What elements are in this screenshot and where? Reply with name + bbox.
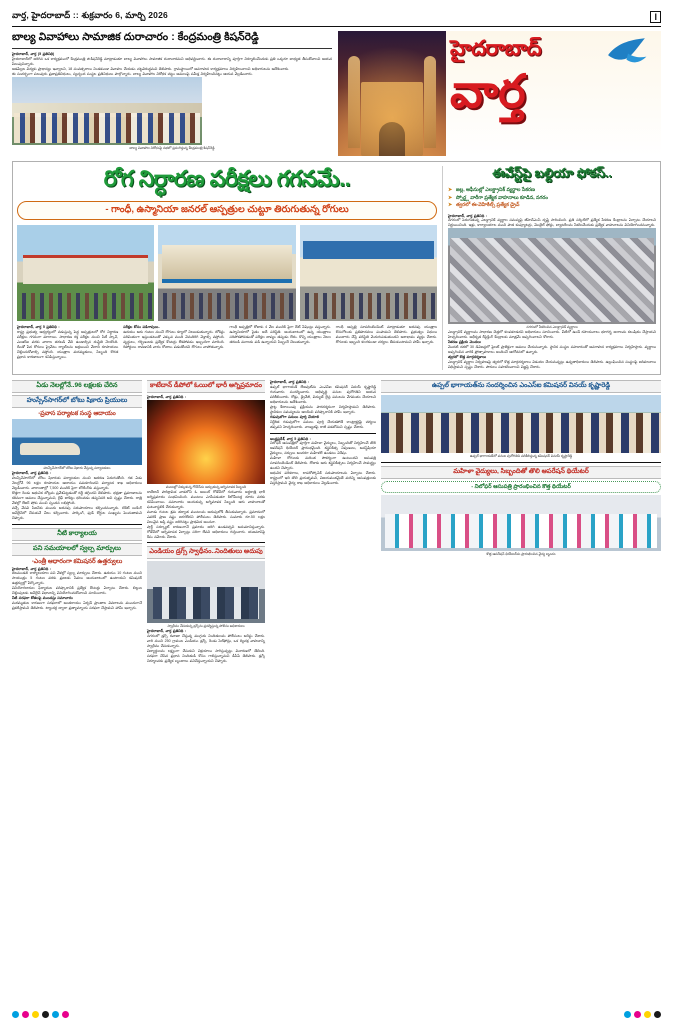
main-paragraph: రాష్ట్ర ప్రభుత్వ ఆధ్వర్యంలో నడుస్తున్న పెద్ద ఆస్పత్రులలో రోగ నిర్ధారణ పరీక్షలు గగనంగా మారాయి. సాధారణ రక్త పరీక్షల నుంచి సీటీ స్కాన్, ఎంఆర్‌ఐ వరకు వారాల తరబడి వేచి ఉండాల్సిన దుస్థితి నెలకొంది. దీంతో పేద రోగులు ప్రైవేటు ల్యాబ్‌లను ఆశ్రయించి వేలాది రూపాయలు చెల్లించుకోవాల్సి వస్తోంది. యంత్రాల మరమ్మతులు, సిబ్బంది కొరత ప్రధాన కారణాలుగా కనిపిస్తున్నాయి. [17,329,119,359]
ewaste-paragraph: ఎలక్ట్రానిక్ వ్యర్థాలను సాధారణ చెత్తలో కలపకూడదని అధికారులు సూచించారు. వీటిలో ఉండే రసాయనాలు భూగర్భ జలాలను కలుషితం చేస్తాయని హెచ్చరించారు. అధీకృత రీసైక్లింగ్ కేంద్రాలకు మాత్రమే అప్పగించాలని కోరారు. [448,330,656,340]
osmania-hospital-photo [300,225,437,321]
hussain-sagar-dateline: హైదరాబాద్, వార్త ప్రతినిధి : [12,470,52,475]
ewaste-paragraph: మొదటి దశలో 30 డివిజన్లలో పైలట్ ప్రాజెక్టుగా అమలు చేయనున్నారు. స్థానిక సంస్థల సహకారంతో అవగాహన కార్యక్రమాలు నిర్వహిస్తారు. వ్యర్థాలు అప్పగించిన వారికి ప్రోత్సాహకాలు అందించే ఆలోచనలో ఉన్నారు. [448,345,656,355]
visit-paragraph: ఉప్పల్ భాగాయత్ లేఅవుట్‌ను ఎంఎస్ఐ కమిషనర్ వినయ్ కృష్ణారెడ్డి గురువారం సందర్శించారు. అభివృద్ధి పనుల పురోగతిని ఆయన పరిశీలించారు. రోడ్లు, డ్రైనేజీ, విద్యుత్ లైన్ల పనులను వేగవంతం చేయాలని అధికారులను ఆదేశించారు. [270,384,376,404]
masthead [338,31,661,156]
fire-paragraph: మూడు గంటల శ్రమ తర్వాత మంటలను అదుపులోకి తీసుకువచ్చారు. ప్రమాదంలో ఎవరికీ ప్రాణ నష్టం జరగలేదని పోలీసులు తెలిపారు. సుమారు రూ.50 లక్షల విలువైన ఆస్తి నష్టం జరిగినట్లు ప్రాథమిక అంచనా. [147,509,265,524]
main-paragraph: ఉదయం ఆరు గంటల నుంచే రోగులు క్యూలో నిలబడుతున్నారు. టోకెన్లు పరిమితంగా ఇస్తుండటంతో ఎక్కువ మంది వెనుదిరిగి వెళ్లాల్సి వస్తోంది. వృద్ధులు, గర్భిణులకు ప్రత్యేక కౌంటర్లు లేకపోవడం ఇబ్బందిగా మారింది. రిపోర్టులు రావడానికి వారం రోజులు పడుతోందని రోగులు వాపోతున్నారు. [123,329,225,349]
visit-photo [381,395,661,453]
lower-column-2 [147,380,265,664]
fire-head: కాటేదాన్ డీపోలో ఓయిలో భారీ అగ్నిప్రమాదం [147,380,265,393]
hussain-sagar-subhead: హుస్సేన్‌సాగర్‌లో బోటు షికారు ప్రియులు [12,395,142,408]
water-office-dateline: హైదరాబాద్, వార్త ప్రతినిధి : [12,566,52,571]
ewaste-dateline: హైదరాబాద్, వార్త ప్రతినిధి : [448,213,488,218]
women-doctors-paragraph: నిలోఫర్ ఆసుపత్రిలో పూర్తిగా మహిళా వైద్యులు, సిబ్బందితో నిర్వహించే తొలి ఆపరేషన్ థియేటర్ ప్రారంభమైంది. శస్త్రచికిత్స నిపుణులు, అనస్థీషియా వైద్యులు, నర్సులు అందరూ మహిళలే ఉండటం విశేషం. [270,441,376,456]
operation-theatre-photo [381,495,661,551]
lead-dateline: హైదరాబాద్, వార్త (5 ప్రతినిధి) [12,52,55,56]
women-doctors-paragraph: ఆధునిక పరికరాలు, లాపరోస్కోపిక్ సదుపాయాలను ఏర్పాటు చేశారు. రాష్ట్రంలో ఇది తొలి ప్రయత్నమని, విజయవంతమైతే మరిన్ని ఆసుపత్రులకు విస్తరిస్తామని వైద్య శాఖ అధికారులు వెల్లడించారు. [270,471,376,486]
lead-paragraph: ఆడపిల్లల విద్యకు ప్రాధాన్యం ఇవ్వాలని, 18 సంవత్సరాలు నిండకుండా వివాహం చేయడం చట్టవిరుద్ధమని తెలిపారు. గ్రామస్థాయిలో అవగాహన కార్యక్రమాలు నిర్వహించాలని అధికారులను ఆదేశించారు. [12,66,290,71]
lower-column-4 [381,380,661,664]
operation-theatre-photo-caption: కొత్త ఆపరేషన్ థియేటర్‌ను ప్రారంభించిన వైద్య బృందం [486,551,556,556]
masthead-title: వార్త [450,65,526,117]
hussain-sagar-kicker: -ప్రవాస పర్యాటక సంస్థ ఆదాయం [38,409,116,417]
main-dateline: హైదరాబాద్, వార్త 5 ప్రతినిధి : [17,325,60,329]
water-office-paragraph: మరమ్మతుల కారణంగా సరఫరాలో అంతరాయం ఏర్పడే ప్రాంతాల వివరాలను ముందుగానే ప్రకటిస్తామని తెలిపారు. ట్యాంకర్ల ద్వారా ప్రత్యామ్నాయ సరఫరా చేస్తామని హామీ ఇచ్చారు. [12,601,142,611]
fire-paragraph: షార్ట్ సర్క్యూట్ కారణంగానే ప్రమాదం జరిగి ఉండవచ్చని అనుమానిస్తున్నారు. గోడౌన్‌లో అగ్నిమాపక ఏర్పాట్లు సరిగా లేవని అధికారులు గుర్తించారు. యజమానిపై కేసు నమోదు చేశారు. [147,524,265,539]
lead-story [12,31,332,151]
ewaste-paragraph: నగరంలో పెరుగుతున్న ఎలక్ట్రానిక్ వ్యర్థాల సమస్యపై జీహెచ్ఎంసీ దృష్టి సారించింది. ప్రతి సర్కిల్‌లో ప్రత్యేక సేకరణ కేంద్రాలను ఏర్పాటు చేయాలని నిర్ణయించింది. ఇళ్లు, కార్యాలయాల నుంచి పాత కంప్యూటర్లు, మొబైల్ ఫోన్లు, బ్యాటరీలను సేకరించేందుకు ప్రత్యేక వాహనాలను వినియోగించనున్నారు. [448,218,656,228]
ewaste-bullets [448,187,656,210]
hussain-sagar-paragraph: హుస్సేన్‌సాగర్‌లో బోటు షికారుకు పర్యాటకుల నుంచి ఆదరణ పెరుగుతోంది. గత ఏడు నెలల్లోనే 96 లక్షల రూపాయల ఆదాయం సమకూరిందని పర్యాటక శాఖ అధికారులు వెల్లడించారు. వారాంతాల్లో 7,500 మందికి పైగా బోటింగ్‌కు వస్తున్నారు. [12,475,142,490]
water-office-subhead: పని సమయాలలో స్వల్ప మార్పులు [12,543,142,556]
main-section [12,161,661,375]
main-photo-row [17,225,437,321]
lead-headline: బాల్య వివాహాలు సామాజిక దురాచారం : కేంద్రమంత్రి కిషన్‌రెడ్డి [12,31,332,49]
water-office-paragraph: జలమండలి కార్యాలయాల పని వేళల్లో స్వల్ప మార్పులు చేశారు. ఉదయం 10 గంటల నుంచి సాయంత్రం 5 గంటల వరకు ప్రజలకు సేవలు అందుబాటులో ఉంటాయని కమిషనర్ ఉత్తర్వుల్లో పేర్కొన్నారు. [12,571,142,586]
lead-photo [12,77,202,145]
water-office-kicker: -ఎంత్రీ ఆధారంగా కమిషనర్ ఉత్తర్వులు [31,557,123,565]
footer-dots-left [12,1011,69,1018]
drugs-head: ఎండియం డ్రగ్స్ స్వాధీనం..నింది‌తులు అదుపు [147,546,265,559]
women-doctors-paragraph: మహిళా రోగులకు మరింత సౌకర్యంగా ఉంటుందని ఆసుపత్రి సూపరింటెండెంట్ తెలిపారు. రోజుకు ఆరు శస్త్రచికిత్సలు నిర్వహించే సామర్థ్యం ఉందని చెప్పారు. [270,456,376,471]
color-dot [634,1011,641,1018]
masthead-city: హైదరాబాద్ [450,37,542,60]
color-dot [32,1011,39,1018]
ewaste-subhead: సేకరణ ప్రక్రియ మొదలు [448,340,481,345]
women-doctors-head: మహిళా వైద్యులు, సిబ్బందితో తొలి ఆపరేషన్ థియేటర్ [381,466,661,479]
women-doctors-ribbon: - నిలోఫర్ ఆసుపత్రి ప్రారంభించిన కొత్త థియేటర్ [381,481,661,493]
lead-photo-caption: బాల్య వివాహాల నిరోధంపై సభలో ప్రసంగిస్తున్న కేంద్రమంత్రి కిషన్‌రెడ్డి [129,145,215,150]
dove-icon [605,35,651,69]
edition-mark: I [650,11,661,23]
drugs-paragraph: విద్యార్థులను లక్ష్యంగా చేసుకుని విక్రయాలు సాగిస్తున్నట్లు విచారణలో తేలింది. సరఫరా చేసిన ప్రధాన నిందితుడి కోసం గాలిస్తున్నామని డీసీపీ తెలిపారు. డ్రగ్స్ నిర్మూలనకు ప్రత్యేక బృందాలు పనిచేస్తున్నాయని చెప్పారు. [147,649,265,664]
gandhi-hospital-photo [17,225,154,321]
women-doctors-dateline: ఆంధ్రప్రదేశ్, వార్త 5 ప్రతినిధి : [270,436,311,441]
lead-paragraph: హైదరాబాద్‌లో జరిగిన ఒక కార్యక్రమంలో కేంద్రమంత్రి జి.కిషన్‌రెడ్డి మాట్లాడుతూ బాల్య వివాహాలు సామాజిక దురాచారమని అభివర్ణించారు. ఈ దురాచారాన్ని పూర్తిగా నిర్మూలించేందుకు ప్రతి ఒక్కరూ బాధ్యత తీసుకోవాలని ఆయన పిలుపునిచ్చారు. [12,56,332,66]
color-dot [644,1011,651,1018]
visit-photo-caption: ఉప్పల్ భాగాయత్‌లో పనుల పురోగతిని పరిశీలిస్తున్న కమిషనర్ వినయ్ కృష్ణారెడ్డి [469,453,573,458]
visit-subhead: గడువులోగా పనులు పూర్తి చేయాలి [270,414,320,419]
bullet-item: ➤ జల్ల, ఆఫీసుల్లో ఎలక్ట్రానిక్ వ్యర్థాల సేకరణ [448,187,656,195]
ewaste-story [442,166,656,370]
lower-column-3 [270,380,376,664]
main-paragraph: గాంధీ ఆస్పత్రిలో రోజుకు 4 వేల మందికి పైగా ఔట్ పేషెంట్లు వస్తున్నారు. ఉస్మానియాలో సైతం అదే పరిస్థితి. అందుబాటులో ఉన్న యంత్రాలు సరిపోకపోవడంతో పరీక్షల జాప్యం తప్పడం లేదు. కొన్ని యంత్రాలు నెలల తరబడి మూలకు పడి ఉన్నాయని సిబ్బందే చెబుతున్నారు. [229,325,331,344]
color-dot [12,1011,19,1018]
color-dot [654,1011,661,1018]
ewaste-photo-caption: నగరంలో సేకరించిన ఎలక్ట్రానిక్ వ్యర్థాలు [526,325,578,330]
ewaste-photo [448,228,656,324]
lead-paragraph: ఈ సందర్భంగా పలువురు ప్రజాప్రతినిధులు, స్వచ్ఛంద సంస్థల ప్రతినిధులు పాల్గొన్నారు. బాల్య వివాహాల నిరోధక చట్టం అమలుపై సమీక్ష నిర్వహించినట్లు ఆయన వెల్లడించారు. [12,71,253,76]
main-subhead: - గాంధీ, ఉస్మానియా జనరల్ ఆస్పత్రుల చుట్టూ తిరుగుతున్న రోగులు [17,201,437,220]
water-office-subhead-2: నీటి సరఫరా కోతలపై ముందస్తు సమాచారం [12,596,73,601]
topbar [12,10,661,27]
main-story [17,166,437,370]
drugs-paragraph: నగరంలో డ్రగ్స్ రవాణా చేస్తున్న ముగ్గురు నిందితులను పోలీసులు అరెస్టు చేశారు. వారి నుంచి 250 గ్రాముల ఎండియం డ్రగ్స్, రెండు సెల్‌ఫోన్లు, ఒక ద్విచక్ర వాహనాన్ని స్వాధీనం చేసుకున్నారు. [147,634,265,649]
drugs-dateline: హైదరాబాద్, వార్త ప్రతినిధి : [147,629,187,634]
main-headline: రోగ నిర్ధారణ పరీక్షలు గగనమే.. [103,166,351,191]
main-paragraph: గాంధీ ఆస్పత్రి సూపరింటెండెంట్ మాట్లాడుతూ అదనపు యంత్రాల కొనుగోలుకు ప్రతిపాదనలు పంపామని తెలిపారు. ప్రభుత్వం నిధులు మంజూరు చేస్తే పరిస్థితి మెరుగుపడుతుందని ఆశాభావం వ్యక్తం చేశారు. రోగులకు ఇబ్బంది కలగకుండా చర్యలు తీసుకుంటామని హామీ ఇచ్చారు. [335,325,437,344]
color-dot [42,1011,49,1018]
color-dot [52,1011,59,1018]
water-office-head: నీటి కార్యాలయ [12,528,142,541]
visit-paragraph: ప్లాట్ల కేటాయింపు ప్రక్రియను పారదర్శకంగా నిర్వహిస్తామని తెలిపారు. స్థానికుల సమస్యలను ఆలకించి పరిష్కారానికి హామీ ఇచ్చారు. [270,404,376,414]
footer [12,1011,661,1018]
charminar-photo [338,31,446,156]
color-dot [624,1011,631,1018]
fire-paragraph: కాటేదాన్ పారిశ్రామిక వాడలోని ఓ ఆయిల్ గోడౌన్‌లో గురువారం అర్ధరాత్రి భారీ అగ్నిప్రమాదం సంభవించింది. మంటలు ఎగసిపడుతూ కిలోమీటర్ల దూరం వరకు కనిపించాయి. సమాచారం అందుకున్న అగ్నిమాపక సిబ్బంది ఆరు వాహనాలతో ఘటనాస్థలికి చేరుకున్నారు. [147,489,265,509]
main-text-columns [17,325,437,360]
main-subhead-2: పరీక్షల కోసం పడిగాపులు.. [123,325,161,329]
dateline: వార్త, హైదరాబాద్ :: శుక్రవారం 6, మార్చి 2026 [12,10,168,20]
visit-paragraph: నిర్దేశిత గడువులోగా పనులు పూర్తి చేయకపోతే కాంట్రాక్టర్లపై చర్యలు తప్పవని హెచ్చరించారు. నాణ్యతపై రాజీ పడబోమని స్పష్టం చేశారు. [270,419,376,429]
water-office-paragraph: వినియోగదారుల ఫిర్యాదుల పరిష్కారానికి ప్రత్యేక కౌంటర్లు ఏర్పాటు చేశారు. బిల్లుల చెల్లింపులకు ఆన్‌లైన్ విధానాన్ని వినియోగించుకోవాలని సూచించారు. [12,586,142,596]
drugs-photo [147,561,265,623]
ewaste-subhead: త్వరలో కొత్త మార్గదర్శకాలు [448,355,487,360]
bullet-item: ➤ త్వరలో ఈ-వెహికిల్స్ ప్రత్యేక డ్రైవ్ [448,202,656,210]
fire-photo-caption: మంటల్లో చిక్కుకున్న గోడౌన్‌ను ఆర్పుతున్న అగ్నిమాపక సిబ్బంది [165,484,247,489]
boating-photo [12,419,142,465]
ewaste-headline: ఈవేస్ట్‌పై బల్దియా ఫోకస్.. [492,166,612,180]
header-row [12,31,661,156]
lower-column-1 [12,380,142,664]
boating-photo-caption: హుస్సేన్‌సాగర్‌లో బోటు షికారు చేస్తున్న పర్యాటకులు [43,465,111,470]
visit-head: ఉప్పల్ భాగాయత్‌ను సందర్శించిన ఎంఎస్ఐ కమిషనర్ వినయ్ కృష్ణారెడ్డి [381,380,661,393]
ewaste-paragraph: ఎలక్ట్రానిక్ వ్యర్థాల నిర్వహణపై త్వరలో కొత్త మార్గదర్శకాలు విడుదల చేయనున్నట్లు ఉన్నతాధికారులు తెలిపారు. ఉల్లంఘించిన సంస్థలపై జరిమానాలు విధిస్తామని స్పష్టం చేశారు. పౌరులు సహకరించాలని విజ్ఞప్తి చేశారు. [448,360,656,370]
footer-dots-right [624,1011,661,1018]
fire-dateline: హైదరాబాద్, వార్త ప్రతినిధి : [147,394,187,399]
gandhi-hospital-entrance-photo [158,225,295,321]
hussain-sagar-head: ఏడు నెలల్లోనే..96 లక్షలకు చేరిన [12,380,142,393]
bullet-item: ➤ స్పోర్ట్ల వారీగా ప్రత్యేక వాహనాలు కూడిన, నగరం [448,195,656,203]
hussain-sagar-paragraph: వచ్చే వేసవి సీజన్‌కు ముందు అదనపు సదుపాయాలు కల్పించనున్నారు. టికెట్ బుకింగ్ ఆన్‌లైన్‌లో చేసుకునే వీలు కల్పించారు. పార్కింగ్, ఫుడ్ కోర్టుల సంఖ్యను పెంచుతామని చెప్పారు. [12,505,142,520]
hussain-sagar-paragraph: కొత్తగా రెండు ఆధునిక బోట్లను ప్రవేశపెట్టడంతో రద్దీ తగ్గిందని తెలిపారు. భద్రతా ప్రమాణాలను కఠినంగా అమలు చేస్తున్నామని, లైఫ్ జాకెట్లు ధరించడం తప్పనిసరి అని స్పష్టం చేశారు. రాత్రి వేళల్లో లేజర్ షోకు మంచి స్పందన లభిస్తోంది. [12,490,142,505]
fire-photo [147,400,265,484]
drugs-photo-caption: స్వాధీనం చేసుకున్న డ్రగ్స్‌ను ప్రదర్శిస్తున్న పోలీసు అధికారులు [167,624,245,629]
lower-section [12,380,661,664]
visit-dateline: హైదరాబాద్, వార్త ప్రతినిధి : [270,379,310,384]
color-dot [62,1011,69,1018]
color-dot [22,1011,29,1018]
